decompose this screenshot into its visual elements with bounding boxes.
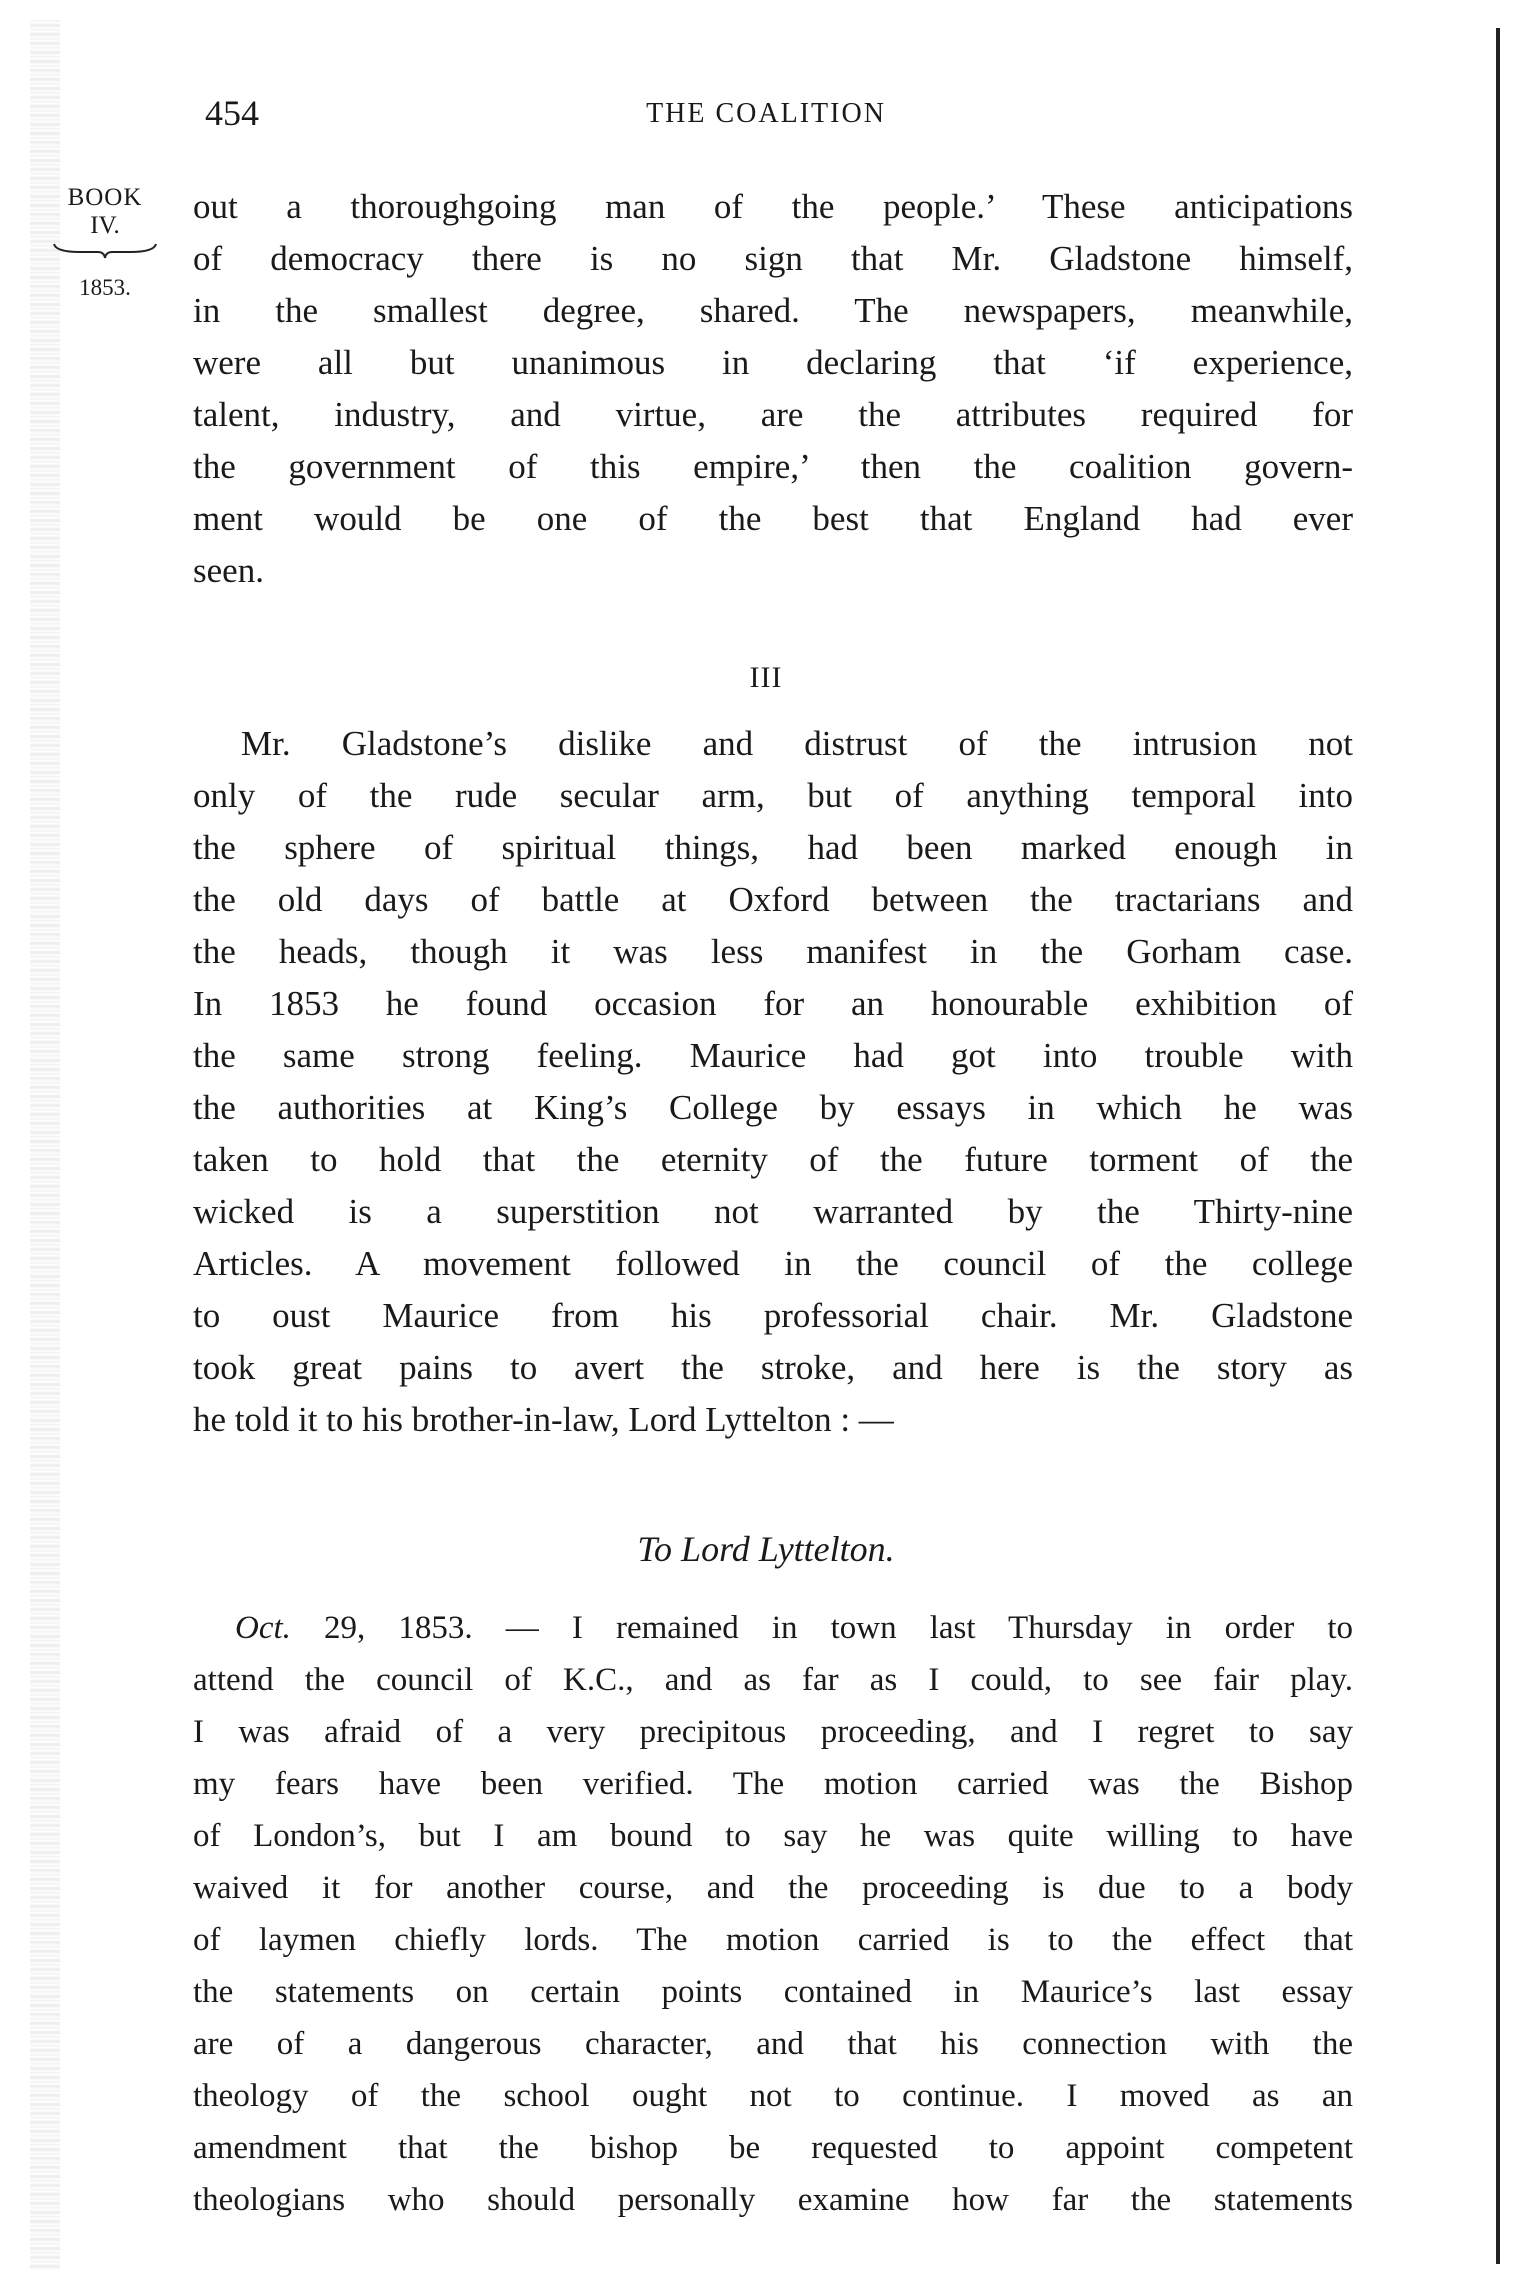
- letter-line: amendment that the bishop be requested to appoint competent: [193, 2130, 1353, 2166]
- brace-icon: [50, 242, 160, 260]
- letter-line: the statements on certain points contained in Maurice’s last essay: [193, 1974, 1353, 2010]
- text-line: were all but unanimous in declaring that ‘if experience,: [193, 343, 1353, 382]
- page-number: 454: [205, 93, 259, 133]
- letter-line: of laymen chiefly lords. The motion carried is to the effect that: [193, 1922, 1353, 1958]
- letter-line: are of a dangerous character, and that his connection with the: [193, 2026, 1353, 2062]
- text-line: took great pains to avert the stroke, and here is the story as: [193, 1348, 1353, 1387]
- margin-note: [40, 184, 170, 302]
- margin-volume-label: IV.: [90, 212, 120, 239]
- text-line: taken to hold that the eternity of the future torment of the: [193, 1140, 1353, 1179]
- text-line: in the smallest degree, shared. The newspapers, meanwhile,: [193, 291, 1353, 330]
- letter-first-line-text: 29, 1853. — I remained in town last Thursday in order to: [290, 1610, 1353, 1646]
- text-line: wicked is a superstition not warranted by the Thirty-nine: [193, 1192, 1353, 1231]
- text-line: talent, industry, and virtue, are the attributes required for: [193, 395, 1353, 434]
- letter-line: of London’s, but I am bound to say he was quite willing to have: [193, 1818, 1353, 1854]
- text-line: Articles. A movement followed in the council of the college: [193, 1244, 1353, 1283]
- text-line: the old days of battle at Oxford between the tractarians and: [193, 880, 1353, 919]
- scan-edge-speckle: [30, 20, 60, 2270]
- letter-heading: To Lord Lyttelton.: [637, 1529, 895, 1569]
- text-line: ment would be one of the best that England had ever: [193, 499, 1353, 538]
- running-title: THE COALITION: [646, 98, 886, 129]
- letter-body: [193, 1602, 1353, 2226]
- margin-book-label: BOOK: [67, 184, 143, 211]
- letter-line: I was afraid of a very precipitous proceeding, and I regret to say: [193, 1714, 1353, 1750]
- letter-line: theology of the school ought not to continue. I moved as an: [193, 2078, 1353, 2114]
- letter-line: waived it for another course, and the proceeding is due to a body: [193, 1870, 1353, 1906]
- paragraph-section-three: [193, 718, 1353, 1446]
- letter-date-month: Oct.: [235, 1610, 291, 1646]
- letter-line: attend the council of K.C., and as far as I could, to see fair play.: [193, 1662, 1353, 1698]
- text-line: In 1853 he found occasion for an honourable exhibition of: [193, 984, 1353, 1023]
- section-numeral: III: [749, 661, 783, 694]
- text-line: he told it to his brother-in-law, Lord Lyttelton : —: [193, 1400, 894, 1439]
- letter-first-line: [193, 1602, 1353, 1654]
- text-line: Mr. Gladstone’s dislike and distrust of the intrusion not: [241, 724, 1353, 763]
- margin-year: 1853.: [79, 275, 131, 300]
- paragraph-continued: [193, 181, 1353, 597]
- letter-line: my fears have been verified. The motion carried was the Bishop: [193, 1766, 1353, 1802]
- text-line: the government of this empire,’ then the coalition govern-: [193, 447, 1353, 486]
- text-line: the authorities at King’s College by essays in which he was: [193, 1088, 1353, 1127]
- text-line: [193, 233, 1353, 285]
- text-line: out a thoroughgoing man of the people.’ These anticipations: [193, 187, 1353, 226]
- letter-line: theologians who should personally examine how far the statements: [193, 2182, 1353, 2218]
- text-line: the sphere of spiritual things, had been marked enough in: [193, 828, 1353, 867]
- text-line: only of the rude secular arm, but of anything temporal into: [193, 776, 1353, 815]
- text-line: the heads, though it was less manifest in the Gorham case.: [193, 932, 1353, 971]
- text-line: seen.: [193, 551, 264, 590]
- text-line: to oust Maurice from his professorial chair. Mr. Gladstone: [193, 1296, 1353, 1335]
- text-line-part: of democracy there is no sign that Mr. Gladstone himself,: [193, 239, 1353, 278]
- page-edge-rule: [1496, 28, 1500, 2264]
- text-line: the same strong feeling. Maurice had got into trouble with: [193, 1036, 1353, 1075]
